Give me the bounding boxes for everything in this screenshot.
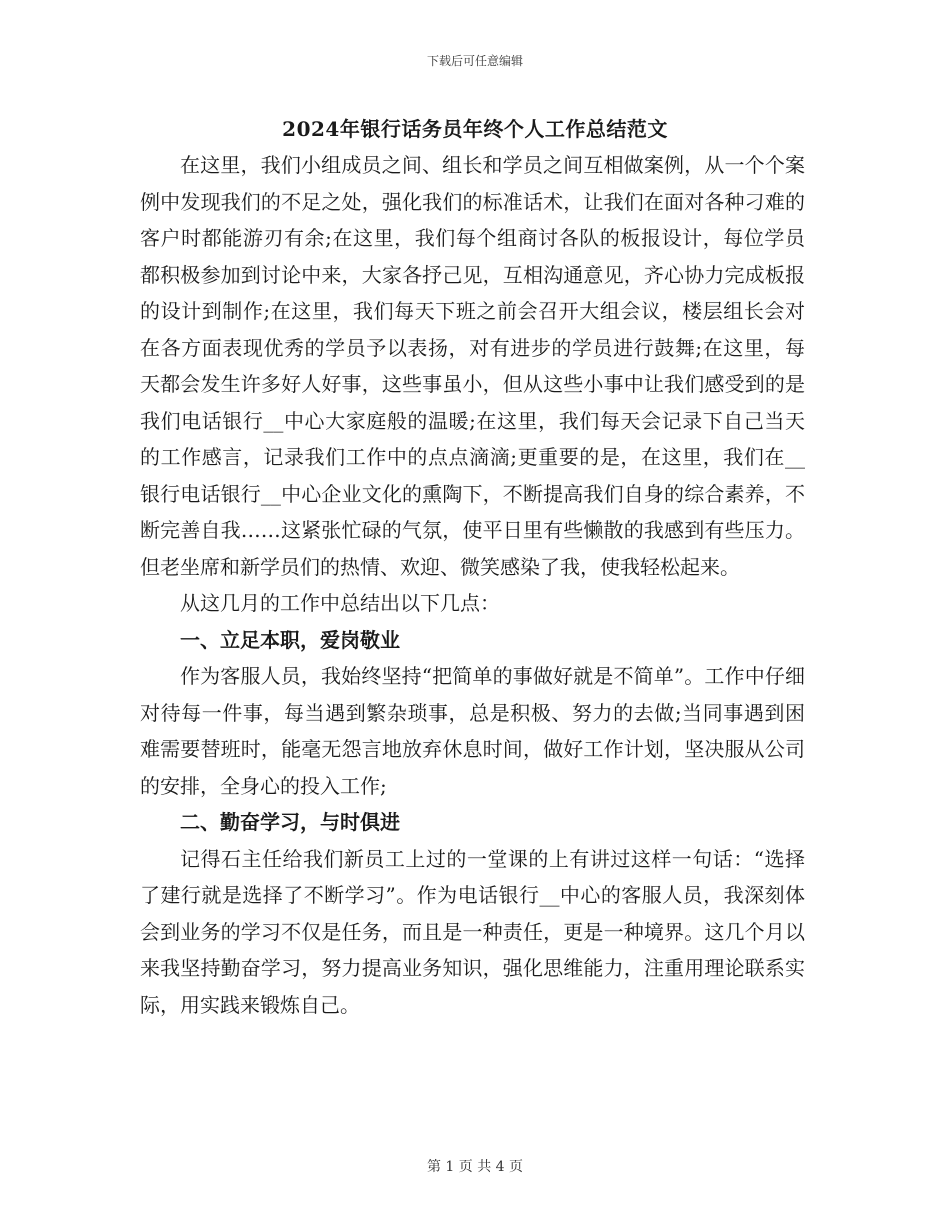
section-heading: 一、立足本职，爱岗敬业 bbox=[180, 627, 400, 652]
body-paragraph: 记得石主任给我们新员工上过的一堂课的上有讲过这样一句话：“选择了建行就是选择了不断学习”。作为电话银行__中心的客服人员，我深刻体会到业务的学习不仅是任务，而且是一种责任，更是一种境界。这几个月以来我坚持勤奋学习，努力提高业务知识，强化思维能力，注重用理论联系实际，用实践来锻炼自己。 bbox=[140, 846, 805, 1017]
body-paragraph: 作为客服人员，我始终坚持“把简单的事做好就是不简单”。工作中仔细对待每一件事，每当遇到繁杂琐事，总是积极、努力的去做;当同事遇到困难需要替班时，能毫无怨言地放弃休息时间，做好工作计划，坚决服从公司的安排，全身心的投入工作; bbox=[140, 664, 805, 798]
body-paragraph: 在这里，我们小组成员之间、组长和学员之间互相做案例，从一个个案例中发现我们的不足之处，强化我们的标准话术，让我们在面对各种刁难的客户时都能游刃有余;在这里，我们每个组商讨各队的板报设计，每位学员都积极参加到讨论中来，大家各抒己见，互相沟通意见，齐心协力完成板报的设计到制作;在这里，我们每天下班之前会召开大组会议，楼层组长会对在各方面表现优秀的学员予以表扬，对有进步的学员进行鼓舞;在这里，每天都会发生许多好人好事，这些事虽小，但从这些小事中让我们感受到的是我们电话银行__中心大家庭般的温暖;在这里，我们每天会记录下自己当天的工作感言，记录我们工作中的点点滴滴;更重要的是，在这里，我们在__银行电话银行__中心企业文化的熏陶下，不断提高我们自身的综合素养，不断完善自我……这紧张忙碌的气氛，使平日里有些懒散的我感到有些压力。但老坐席和新学员们的热情、欢迎、微笑感染了我，使我轻松起来。 bbox=[140, 153, 805, 579]
body-paragraph: 从这几月的工作中总结出以下几点： bbox=[180, 591, 500, 615]
document-body bbox=[140, 147, 805, 1023]
document-title: 2024年银行话务员年终个人工作总结范文 bbox=[282, 117, 668, 141]
section-heading: 二、勤奋学习，与时俱进 bbox=[180, 810, 400, 834]
page-header-note: 下载后可任意编辑 bbox=[426, 54, 523, 68]
page-number: 第 1 页 共 4 页 bbox=[426, 1159, 524, 1175]
